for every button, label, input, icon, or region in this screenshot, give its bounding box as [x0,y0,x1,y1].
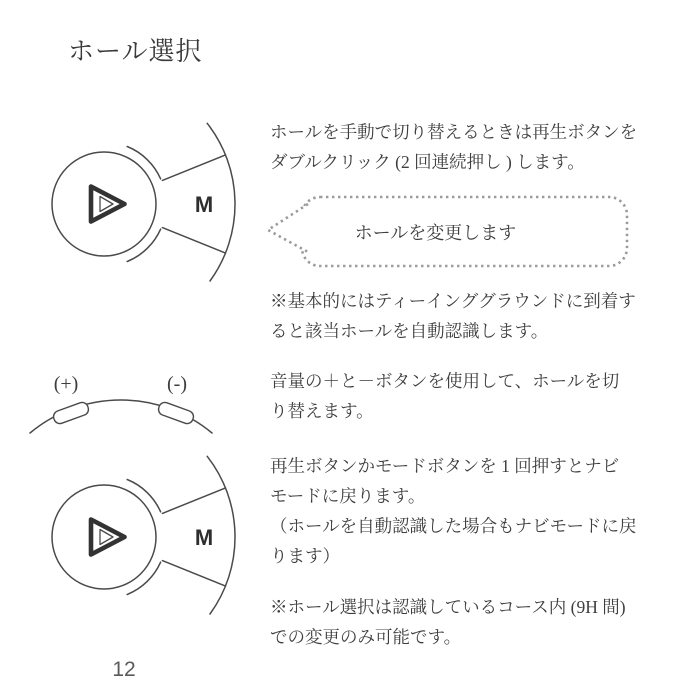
text-line: （ホールを自動認識した場合もナビモードに戻 [270,516,637,536]
text-line: ると該当ホールを自動認識します。 [270,321,549,341]
instruction-double-click [270,117,665,177]
text-line: ※ホール選択は認識しているコース内 (9H 間) [270,597,626,617]
volume-minus-button [157,401,195,426]
page-title: ホール選択 [68,37,203,66]
instruction-return-navi [270,451,665,571]
bubble-text: ホールを変更します [354,222,517,243]
mode-button-label: M [194,525,214,550]
play-triangle-icon [91,520,125,555]
text-line: 再生ボタンかモードボタンを 1 回押すとナビ [270,456,620,476]
volume-plus-button [52,401,90,426]
text-line: ダブルクリック (2 回連続押し ) します。 [270,152,585,172]
mode-button-label: M [194,192,214,217]
play-triangle-icon [91,187,125,222]
play-button-circle [52,485,156,589]
text-line: ります） [270,546,340,566]
text-line: 音量の＋と－ボタンを使用して、ホールを切 [270,371,620,391]
text-line: ホールを手動で切り替えるときは再生ボタンを [270,122,638,142]
instruction-volume-buttons [270,366,665,426]
diagram-play-mode-bottom [30,443,260,638]
volume-minus-label: (-) [167,373,187,395]
volume-plus-label: (+) [53,373,79,395]
page-number: 12 [112,658,136,681]
text-line: り替えます。 [270,401,374,421]
diagram-play-mode-top [30,110,260,305]
text-line: ※基本的にはティーインググラウンドに到着す [270,291,636,311]
note-course-restriction [270,592,665,652]
text-line: での変更のみ可能です。 [270,627,462,647]
play-button-circle [52,152,156,256]
text-line: モードに戻ります。 [270,486,426,506]
note-auto-recognition [270,286,665,346]
